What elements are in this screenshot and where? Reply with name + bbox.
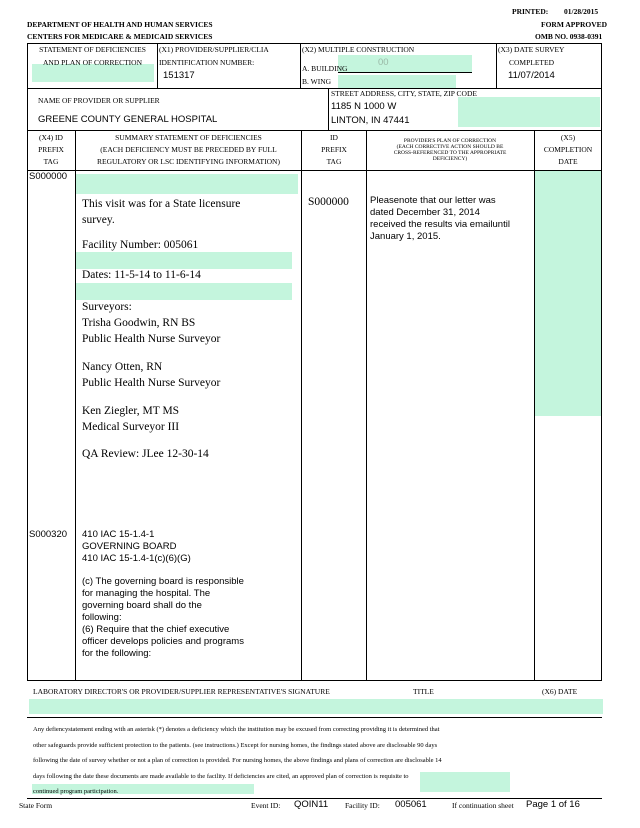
x2-label: (X2) MULTIPLE CONSTRUCTION (302, 45, 415, 54)
survey-date-value: 11/07/2014 (508, 70, 555, 81)
building-label: A. BUILDING (302, 64, 348, 73)
signature-label: LABORATORY DIRECTOR'S OR PROVIDER/SUPPLIER REPRESENTATIVE'S SIGNATURE (33, 687, 330, 696)
visit-text: This visit was for a State licensure survey. (82, 198, 241, 226)
wing-label: B. WING (302, 77, 332, 86)
x5-label: (X5) (560, 133, 576, 142)
cms-title: CENTERS FOR MEDICARE & MEDICAID SERVICES (27, 32, 213, 41)
form-approved: FORM APPROVED (541, 20, 608, 29)
tag-label: TAG (43, 157, 59, 166)
plan-header-line1: PROVIDER'S PLAN OF CORRECTION (403, 138, 497, 144)
provider-name-label: NAME OF PROVIDER OR SUPPLIER (38, 96, 160, 105)
redaction-facility (76, 252, 292, 269)
address-city: LINTON, IN 47441 (331, 115, 410, 126)
continuation-label: If continuation sheet (452, 801, 514, 810)
right-tag-s000000: S000000 (308, 196, 349, 208)
building-value: 00 (378, 57, 389, 68)
x4-id-label: (X4) ID (39, 133, 63, 142)
redaction-completion (535, 170, 601, 416)
tag-s000320: S000320 (29, 529, 68, 540)
x6-date-label: (X6) DATE (542, 687, 578, 696)
disclaimer-text: Any defiencystatement ending with an asterisk (*) denotes a deficiency which the institution may be excused from correcting providing it is determined that other safeguards provide sufficient protection to the patients. (see instructions.) Except for nursing homes, the findings stated above are disclosable 90 days following the date of survey whether or not a plan of correction is provided. For nursing homes, the above findings and plans of correction are disclosable 14 days following the date these documents are made available to the facility. If deficiencies are cited, an approved plan of correction is requisite to continued program participation. (33, 726, 442, 795)
tag-s000000: S000000 (29, 171, 68, 182)
event-id-value: QOIN11 (294, 799, 329, 810)
plan-header-line3: CROSS-REFERENCED TO THE APPROPRIATE (393, 150, 507, 156)
redaction-address (458, 97, 600, 127)
provider-name: GREENE COUNTY GENERAL HOSPITAL (38, 114, 218, 125)
regulation-reference: 410 IAC 15-1.4-1 GOVERNING BOARD 410 IAC 15-1.4-1(c)(6)(G) (82, 529, 191, 564)
summary-label: SUMMARY STATEMENT OF DEFICIENCIES (115, 133, 262, 142)
summary-sub-label: (EACH DEFICIENCY MUST BE PRECEDED BY FULL (100, 145, 277, 154)
redaction-building (338, 55, 472, 72)
statement-label: STATEMENT OF DEFICIENCIES (39, 45, 146, 54)
regulation-text: (c) The governing board is responsible for managing the hospital. The governing board shall do the following: (6) Require that the chief executive officer develops policies and programs for the following: (82, 576, 244, 659)
prefix-label: PREFIX (38, 145, 64, 154)
id-label: ID (330, 133, 338, 142)
plan-header-line2: (EACH CORRECTIVE ACTION SHOULD BE (396, 144, 504, 150)
plan-label: AND PLAN OF CORRECTION (43, 58, 142, 67)
redaction-s000000-summary (76, 174, 298, 194)
completion-label: COMPLETION (543, 145, 593, 154)
x3-label: (X3) DATE SURVEY (498, 45, 565, 54)
address-label: STREET ADDRESS, CITY, STATE, ZIP CODE (331, 89, 477, 98)
event-id-label: Event ID: (251, 801, 281, 810)
page-number: Page 1 of 16 (526, 799, 580, 810)
printed-label: PRINTED: (512, 7, 549, 16)
facility-id-label: Facility ID: (345, 801, 380, 810)
state-form-label: State Form (19, 801, 53, 810)
plan-of-correction-text: Pleasenote that our letter was dated December 31, 2014 received the results via emailuntil January 1, 2015. (370, 195, 510, 242)
qa-review: QA Review: JLee 12-30-14 (82, 448, 209, 460)
tag-label-2: TAG (326, 157, 342, 166)
facility-id-value: 005061 (395, 799, 427, 810)
printed-date: 01/28/2015 (564, 7, 599, 16)
surveyors-text: Surveyors: Trisha Goodwin, RN BS Public Health Nurse Surveyor (82, 301, 221, 345)
surveyor-ziegler: Ken Ziegler, MT MS Medical Surveyor III (82, 405, 180, 433)
title-label: TITLE (413, 687, 434, 696)
surveyor-otten: Nancy Otten, RN Public Health Nurse Surveyor (82, 361, 221, 389)
redaction-wing (338, 75, 456, 88)
x1-id-label: IDENTIFICATION NUMBER: (159, 58, 255, 67)
x1-label: (X1) PROVIDER/SUPPLIER/CLIA (159, 45, 269, 54)
date-label: DATE (558, 157, 578, 166)
department-title: DEPARTMENT OF HEALTH AND HUMAN SERVICES (27, 20, 213, 29)
plan-header (366, 138, 534, 162)
address-street: 1185 N 1000 W (331, 101, 397, 112)
redaction-dates (76, 283, 292, 300)
omb-number: OMB NO. 0938-0391 (535, 32, 603, 41)
prefix-label-2: PREFIX (321, 145, 347, 154)
facility-number: Facility Number: 005061 (82, 239, 199, 251)
redaction-signature (29, 699, 603, 714)
survey-dates: Dates: 11-5-14 to 11-6-14 (82, 269, 201, 281)
provider-id-value: 151317 (163, 70, 195, 81)
plan-header-line4: DEFICIENCY) (432, 156, 468, 162)
x3-completed-label: COMPLETED (509, 58, 554, 67)
summary-sub-label2: REGULATORY OR LSC IDENTIFYING INFORMATION) (97, 157, 280, 166)
